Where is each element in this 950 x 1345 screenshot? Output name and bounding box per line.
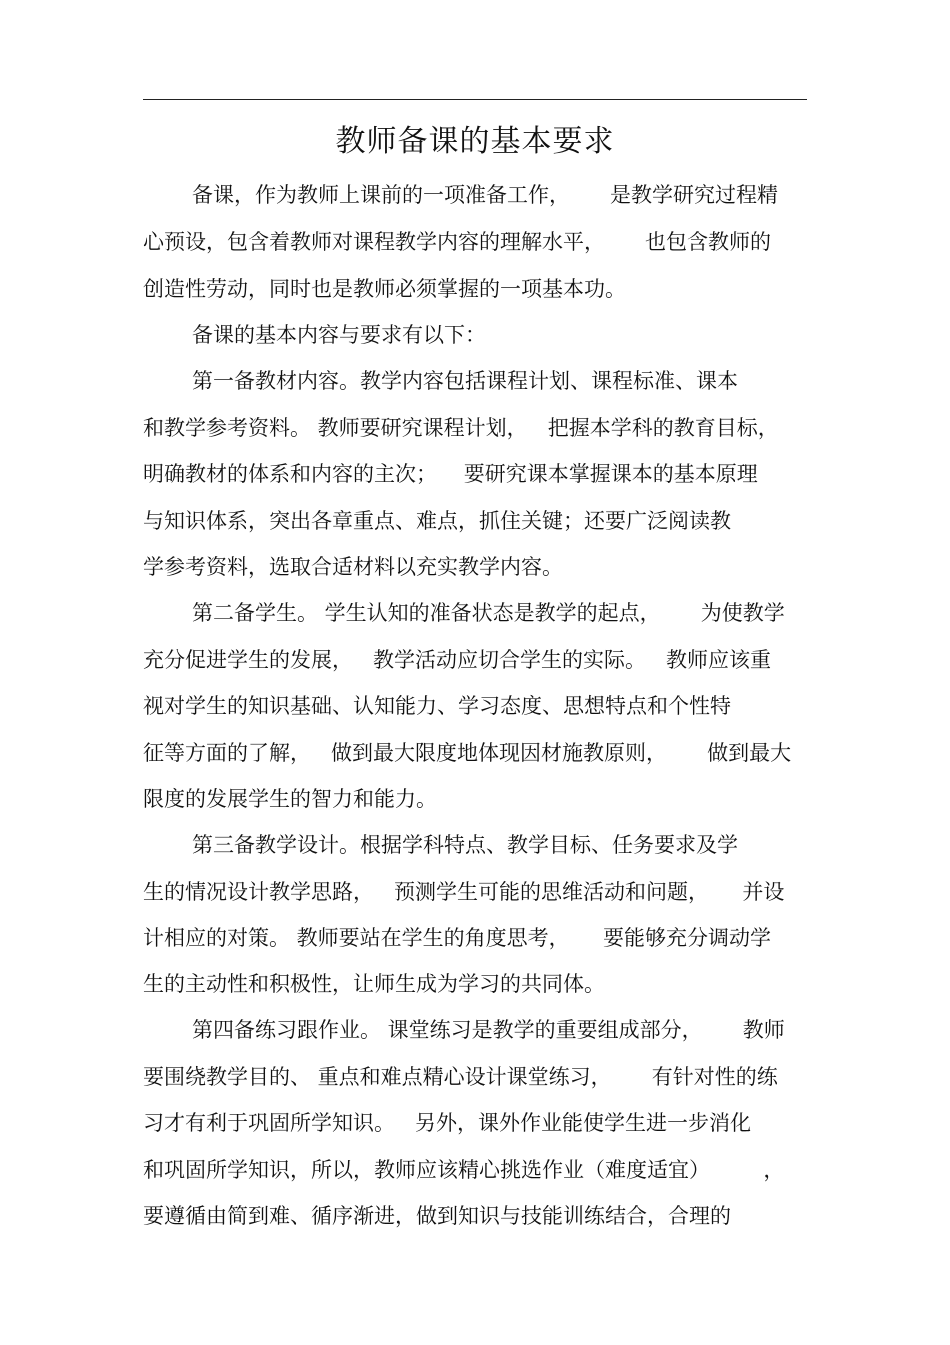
paragraph-line: 生的情况设计教学思路， 预测学生可能的思维活动和问题， 并设: [143, 880, 785, 904]
paragraph-line: 备课，作为教师上课前的一项准备工作， 是教学研究过程精: [192, 183, 779, 207]
paragraph-line: 第二备学生。 学生认知的准备状态是教学的起点， 为使教学: [192, 601, 785, 625]
paragraph-line: 生的主动性和积极性，让师生成为学习的共同体。: [143, 972, 605, 996]
document-title: 教师备课的基本要求: [335, 124, 615, 159]
paragraph-line: 要遵循由简到难、循序渐进，做到知识与技能训练结合，合理的: [143, 1204, 731, 1228]
paragraph-line: 备课的基本内容与要求有以下：: [192, 323, 486, 347]
paragraph-line: 征等方面的了解， 做到最大限度地体现因材施教原则， 做到最大: [143, 741, 792, 765]
paragraph-line: 心预设，包含着教师对课程教学内容的理解水平， 也包含教师的: [143, 230, 772, 254]
paragraph-line: 习才有利于巩固所学知识。 另外，课外作业能使学生进一步消化: [143, 1111, 752, 1135]
paragraph-line: 限度的发展学生的智力和能力。: [143, 787, 437, 811]
paragraph-line: 创造性劳动，同时也是教师必须掌握的一项基本功。: [143, 277, 626, 301]
paragraph-line: 学参考资料，选取合适材料以充实教学内容。: [143, 555, 563, 579]
paragraph-line: 计相应的对策。 教师要站在学生的角度思考， 要能够充分调动学: [143, 926, 772, 950]
paragraph-line: 和巩固所学知识，所以，教师应该精心挑选作业（难度适宜） ，: [143, 1158, 785, 1182]
paragraph-line: 与知识体系，突出各章重点、难点，抓住关键；还要广泛阅读教: [143, 509, 731, 533]
paragraph-line: 第一备教材内容。教学内容包括课程计划、课程标准、课本: [192, 369, 738, 393]
paragraph-line: 第三备教学设计。根据学科特点、教学目标、任务要求及学: [192, 833, 738, 857]
paragraph-line: 明确教材的体系和内容的主次； 要研究课本掌握课本的基本原理: [143, 462, 758, 486]
paragraph-line: 充分促进学生的发展， 教学活动应切合学生的实际。 教师应该重: [143, 648, 772, 672]
header-rule: [143, 99, 807, 100]
paragraph-line: 要围绕教学目的、 重点和难点精心设计课堂练习， 有针对性的练: [143, 1065, 778, 1089]
paragraph-line: 第四备练习跟作业。 课堂练习是教学的重要组成部分， 教师: [192, 1018, 785, 1042]
paragraph-line: 和教学参考资料。 教师要研究课程计划， 把握本学科的教育目标，: [143, 416, 779, 440]
paragraph-line: 视对学生的知识基础、认知能力、学习态度、思想特点和个性特: [143, 694, 731, 718]
